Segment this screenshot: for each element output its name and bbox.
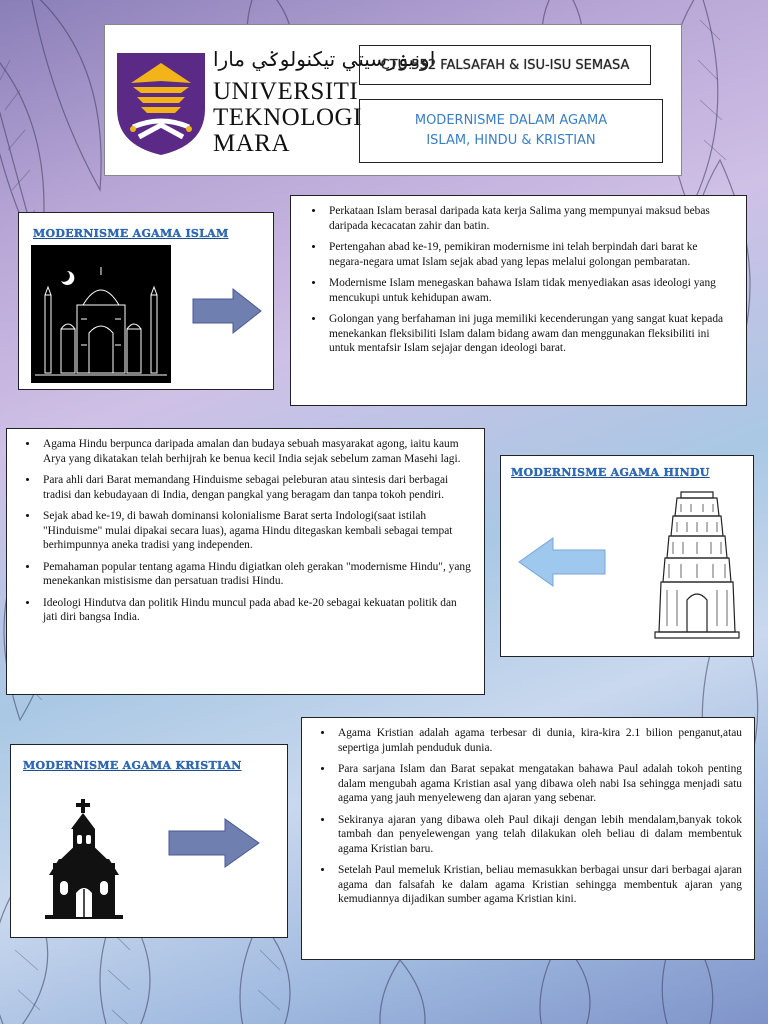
islam-image-panel — [18, 212, 274, 390]
jawi-university-name: اونيۏرسيتي تيکنولوݢي مارا — [213, 47, 436, 71]
list-item: • Ideologi Hindutva dan politik Hindu muncul pada abad ke-20 sebagai kekuatan politik dan jati diri bangsa India. — [39, 596, 472, 625]
list-item: • Para sarjana Islam dan Barat sepakat mengatakan bahawa Paul adalah tokoh penting dalam mengubah agama Kristian asal yang dibawa oleh nabi Isa sehingga menjadi satu agama yang jauh menyeleweng dan ajaran yang sebenar. — [334, 762, 742, 806]
kristian-bullet-list — [312, 726, 742, 907]
list-item: • Sekiranya ajaran yang dibawa oleh Paul dikaji dengan lebih mendalam,banyak tokok tambah dan penyelewengan yang telah dilakukan oleh beliau di dalam membentuk agama Kristian baru. — [334, 813, 742, 857]
list-item: • Agama Kristian adalah agama terbesar di dunia, kira-kira 2.1 bilion penganut,atau sepertiga jumlah penduduk dunia. — [334, 726, 742, 755]
list-item: • Modernisme Islam menegaskan bahawa Islam tidak menyediakan asas ideologi yang mencukupi untuk kehidupan awam. — [325, 276, 732, 305]
kristian-section-title: MODERNISME AGAMA KRISTIAN — [23, 759, 242, 772]
topic-title-box — [359, 99, 663, 163]
university-line: MARA — [213, 130, 291, 157]
header-panel — [104, 24, 682, 176]
arrow-right-icon — [167, 817, 261, 869]
university-name — [213, 79, 362, 157]
uitm-logo — [113, 49, 213, 157]
hindu-temple-icon — [651, 486, 743, 642]
list-item: • Setelah Paul memeluk Kristian, beliau memasukkan berbagai unsur dari berbagai ajaran agama dan falsafah ke dalam agama Kristian sehingga membentuk ajaran yang kemudiannya dijadikan sumber agama Kristian kini. — [334, 863, 742, 907]
hindu-section-title: MODERNISME AGAMA HINDU — [511, 466, 710, 479]
hindu-image-panel — [500, 455, 754, 657]
topic-line: MODERNISME DALAM AGAMA — [414, 113, 608, 128]
islam-bullet-list — [303, 204, 732, 356]
list-item: • Sejak abad ke-19, di bawah dominansi kolonialisme Barat serta Indologi(saat istilah "Hinduisme" mulai dipakai secara luas), agama Hindu ditegaskan kembali sebagai tempat berhimpunnya aneka tradisi yang independen. — [39, 509, 472, 553]
arrow-right-icon — [191, 287, 263, 335]
hindu-text-panel — [6, 428, 485, 695]
islam-section-title: MODERNISME AGAMA ISLAM — [33, 227, 229, 240]
list-item: • Para ahli dari Barat memandang Hinduisme sebagai peleburan atau sintesis dari berbagai tradisi dan kebudayaan di India, dengan pangkal yang beragam dan tanpa tokoh pendiri. — [39, 473, 472, 502]
church-icon — [45, 797, 123, 919]
list-item: • Pertengahan abad ke-19, pemikiran modernisme ini telah berpindah dari barat ke negara-negara umat Islam sejak abad yang lepas melalui golongan pembaratan. — [325, 240, 732, 269]
list-item: • Golongan yang berfahaman ini juga memiliki kecenderungan yang sangat kuat kepada menekankan fleksibiliti Islam dalam bidang awam dan menggunakan fleksibiliti ini untuk mentafsir Islam sejajar dengan ideologi barat. — [325, 312, 732, 356]
mosque-icon — [31, 245, 171, 383]
kristian-text-panel — [301, 717, 755, 960]
arrow-left-icon — [517, 536, 607, 588]
hindu-bullet-list — [17, 437, 472, 625]
list-item: • Perkataan Islam berasal daripada kata kerja Salima yang mempunyai maksud bebas daripada kecacatan zahir dan batin. — [325, 204, 732, 233]
topic-line: ISLAM, HINDU & KRISTIAN — [426, 133, 596, 148]
list-item: • Agama Hindu berpunca daripada amalan dan budaya sebuah masyarakat agong, iaitu kaum Arya yang dikatakan telah berhijrah ke benua kecil India sejak sebelum zaman Masehi lagi. — [39, 437, 472, 466]
list-item: • Pemahaman popular tentang agama Hindu digiatkan oleh gerakan "modernisme Hindu", yang menekankan mistisisme dan persatuan tradisi Hindu. — [39, 560, 472, 589]
course-title-box: CTU 552 FALSAFAH & ISU-ISU SEMASA — [359, 45, 651, 85]
university-line: TEKNOLOGI — [213, 104, 362, 131]
kristian-image-panel — [10, 744, 288, 938]
university-line: UNIVERSITI — [213, 78, 359, 105]
islam-text-panel — [290, 195, 747, 406]
